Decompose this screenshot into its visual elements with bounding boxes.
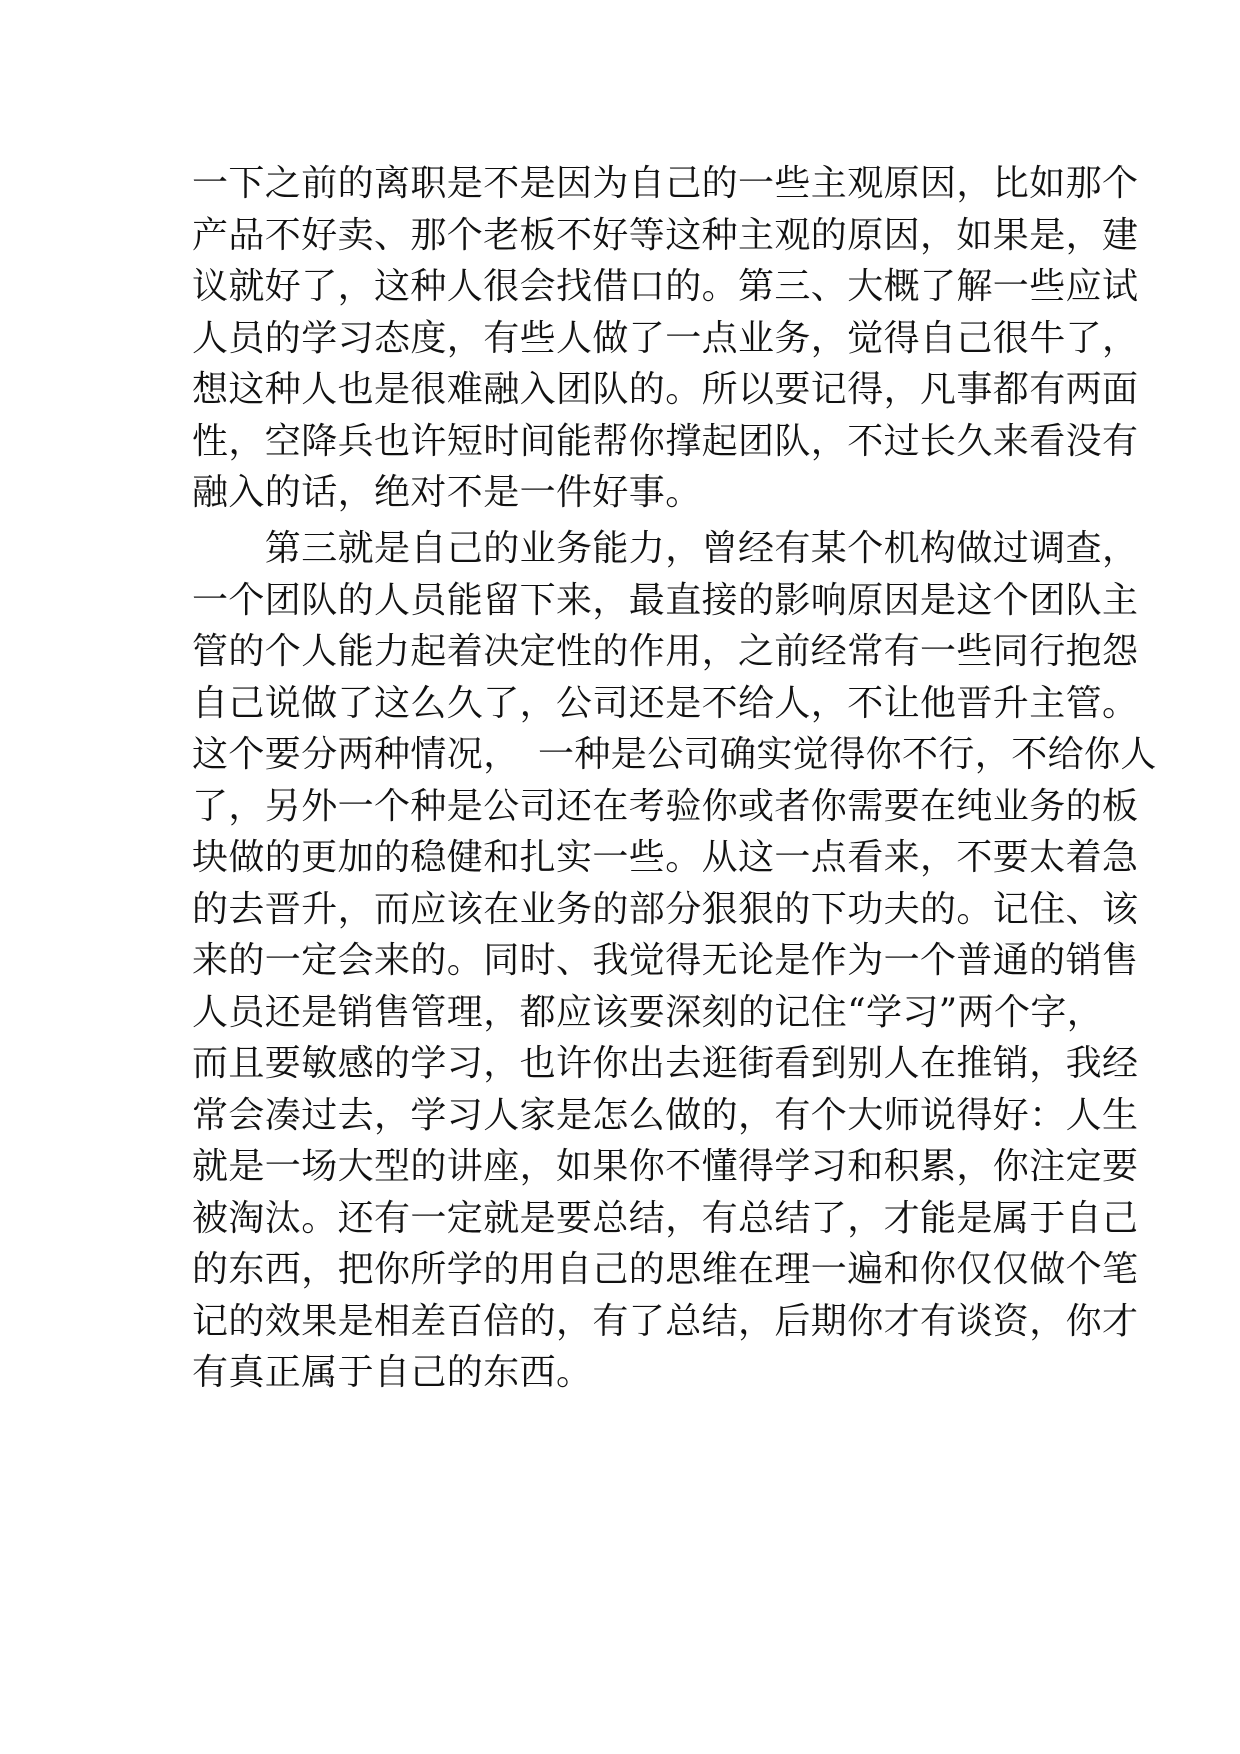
text-line: 块做的更加的稳健和扎实一些。从这一点看来，不要太着急 bbox=[192, 837, 1139, 878]
text-line: 被淘汰。还有一定就是要总结，有总结了，才能是属于自己 bbox=[192, 1197, 1139, 1239]
text-line: 一个团队的人员能留下来，最直接的影响原因是这个团队主 bbox=[192, 579, 1139, 621]
text-line: 自己说做了这么久了，公司还是不给人，不让他晋升主管。 bbox=[192, 682, 1139, 724]
text-line: 融入的话，绝对不是一件好事。 bbox=[192, 472, 702, 513]
text-line: 的东西，把你所学的用自己的思维在理一遍和你仅仅做个笔 bbox=[192, 1249, 1139, 1290]
text-line: 性，空降兵也许短时间能帮你撑起团队，不过长久来看没有 bbox=[192, 420, 1139, 462]
text-line: 议就好了，这种人很会找借口的。第三、大概了解一些应试 bbox=[192, 266, 1139, 307]
text-line: 这个要分两种情况， 一种是公司确实觉得你不行，不给你人 bbox=[192, 734, 1157, 775]
text-line: 了，另外一个种是公司还在考验你或者你需要在纯业务的板 bbox=[192, 785, 1139, 827]
text-line: 人员还是销售管理，都应该要深刻的记住“学习”两个字， bbox=[192, 991, 1104, 1033]
text-line: 的去晋升，而应该在业务的部分狠狠的下功夫的。记住、该 bbox=[192, 888, 1139, 930]
text-line: 就是一场大型的讲座，如果你不懂得学习和积累，你注定要 bbox=[192, 1146, 1139, 1187]
text-line: 一下之前的离职是不是因为自己的一些主观原因，比如那个 bbox=[192, 163, 1139, 204]
text-line: 记的效果是相差百倍的，有了总结，后期你才有谈资，你才 bbox=[192, 1300, 1139, 1342]
text-line: 产品不好卖、那个老板不好等这种主观的原因，如果是，建 bbox=[192, 214, 1139, 256]
paragraph-2 bbox=[192, 523, 1157, 1399]
text-line: 而且要敏感的学习，也许你出去逛街看到别人在推销，我经 bbox=[192, 1043, 1139, 1084]
text-line: 来的一定会来的。同时、我觉得无论是作为一个普通的销售 bbox=[192, 940, 1139, 981]
paragraph-1 bbox=[192, 158, 1139, 519]
text-line: 常会凑过去，学习人家是怎么做的，有个大师说得好：人生 bbox=[192, 1094, 1139, 1136]
text-line: 有真正属于自己的东西。 bbox=[192, 1352, 593, 1393]
text-line: 第三就是自己的业务能力，曾经有某个机构做过调查， bbox=[192, 528, 1139, 569]
text-line: 管的个人能力起着决定性的作用，之前经常有一些同行抱怨 bbox=[192, 631, 1139, 672]
text-line: 人员的学习态度，有些人做了一点业务，觉得自己很牛了， bbox=[192, 317, 1139, 359]
text-line: 想这种人也是很难融入团队的。所以要记得，凡事都有两面 bbox=[192, 369, 1139, 410]
